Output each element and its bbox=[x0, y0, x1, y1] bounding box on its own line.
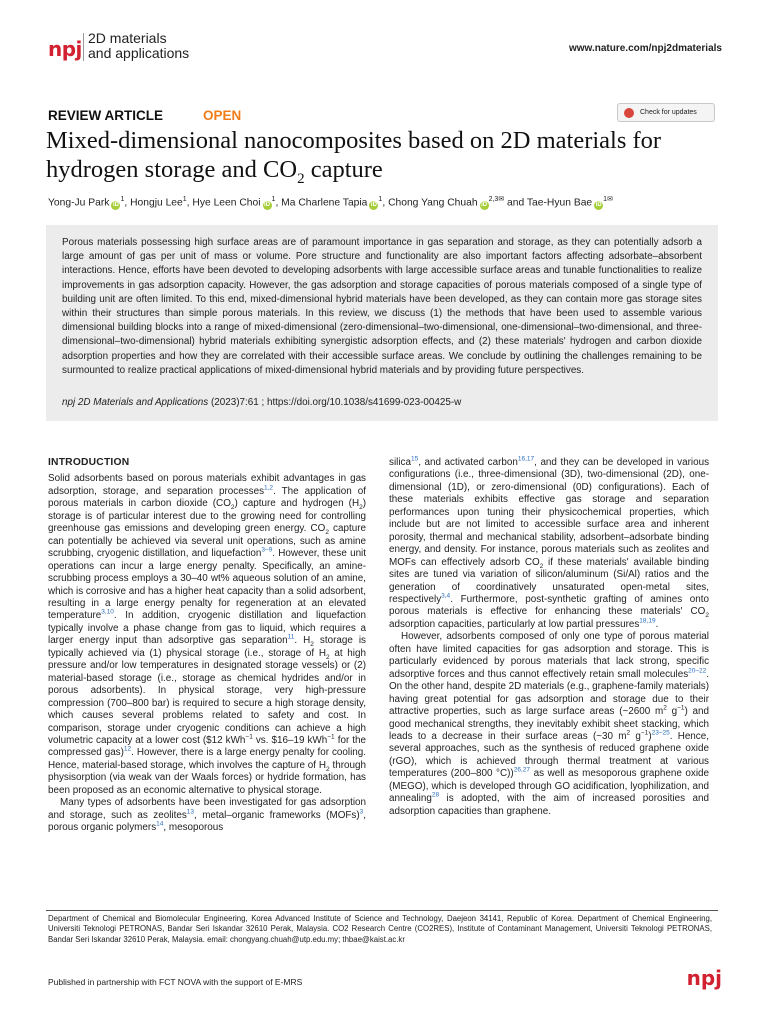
envelope-icon[interactable]: ✉ bbox=[607, 196, 613, 203]
orcid-icon[interactable]: iD bbox=[595, 202, 602, 209]
section-heading: INTRODUCTION bbox=[48, 457, 130, 468]
logo-divider bbox=[83, 33, 84, 61]
orcid-icon[interactable]: iD bbox=[112, 202, 119, 209]
open-access-badge: OPEN bbox=[203, 108, 242, 123]
article-type: REVIEW ARTICLE bbox=[48, 108, 164, 123]
citation-line: npj 2D Materials and Applications (2023)7:61 ; https://doi.org/10.1038/s41699-023-00425-w bbox=[62, 397, 462, 408]
npj-logo: npj bbox=[48, 37, 82, 61]
orcid-icon[interactable]: iD bbox=[264, 202, 271, 209]
orcid-icon[interactable]: iD bbox=[481, 202, 488, 209]
orcid-icon[interactable]: iD bbox=[370, 202, 377, 209]
abstract-text: Porous materials possessing high surface areas are of paramount importance in gas separation and storage, as they can potentially adsorb a large amount of gas per unit of mass or volume. Pore structure and functionality are also important factors affecting adsorbate–absorbent interactions. Hence, efforts have been devoted to developing adsorbents with large accessible surface areas and tunable functionalities to realize improvements in gas adsorption capacity. However, the gas adsorption and storage capacities of porous materials composed of a single type of building unit are often limited. To this end, mixed-dimensional hybrid materials have been developed, as they can contain more gas storage sites within their structures than simple porous materials. In this review, we discuss (1) the methods that have been used to assemble various dimensional building blocks into a range of mixed-dimensional (zero-dimensional–two-dimensional, one-dimensional–two-dimensional, and three-dimensional–two-dimensional) hybrid materials exhibiting synergistic adsorption effects, and (2) these materials' hydrogen and carbon dioxide adsorption properties and how they are correlated with their accessible surface areas. We conclude by outlining the challenges remaining to be surmounted to realize practical applications of mixed-dimensional hybrid materials and by providing future perspectives. bbox=[62, 237, 702, 376]
footer-text: Published in partnership with FCT NOVA with the support of E-MRS bbox=[48, 977, 303, 987]
journal-name bbox=[88, 31, 189, 61]
author-name[interactable]: Hye Leen Choi bbox=[192, 197, 261, 209]
author-name[interactable]: Tae-Hyun Bae bbox=[526, 197, 593, 209]
article-title: Mixed-dimensional nanocomposites based on 2D materials for hydrogen storage and $CO_2$ capture bbox=[46, 127, 662, 187]
check-for-updates-button[interactable] bbox=[617, 103, 715, 122]
journal-name-line1: 2D materials bbox=[88, 30, 167, 46]
author-list: Yong-Ju Park $iD^1$, Hongju Lee$^1$, Hye Leen Choi $iD^1$, Ma Charlene Tapia $iD^1$, Chong Yang Chuah $iD^{2,3✉}$ and Tae-Hyun Bae $iD^{1✉}$ bbox=[48, 196, 613, 209]
affiliations: Department of Chemical and Biomolecular Engineering, Korea Advanced Institute of Science and Technology, Daejeon 34141, Republic of Korea. Department of Chemical Engineering, Universiti Teknologi PETRONAS, Bandar Seri Iskandar 32610 Perak, Malaysia. CO2 Research Centre (CO2RES), Institute of Contaminant Management, Universiti Teknologi PETRONAS, Bandar Seri Iskandar 32610 Perak, Malaysia. email: chongyang.chuah@utp.edu.my; thbae@kaist.ac.kr bbox=[48, 914, 712, 944]
author-name[interactable]: Yong-Ju Park bbox=[48, 197, 110, 209]
body-column-left: INTRODUCTION Solid adsorbents based on porous materials exhibit advantages in gas adsorption, storage, and separation processes$^{1,2}$. The application of porous materials in carbon dioxide $(CO_2)$ capture and hydrogen $(H_2)$ storage is of particular interest due to the growing need for controlling greenhouse gas emissions and developing green energy. $CO_2$ capture can potentially be achieved via several unit operations, such as amine scrubbing, cryogenic distillation, and liquefaction$^{3-9}$. However, these unit operations can incur a large energy penalty. Specifically, an amine-scrubbing process employs a 30–40 wt% aqueous solution of an amine, which is corrosive and has a higher heat capacity than a solid adsorbent, resulting in a large energy penalty for regeneration at an elevated temperature$^{3,10}$. In addition, cryogenic distillation and liquefaction typically involve a phase change from gas to liquid, which requires a larger energy input than adsorptive gas separation$^{11}$. $H_2$ storage is typically achieved via (1) physical storage (i.e., storage of $H_2$ at high pressure and/or low temperatures in designated storage vessels) or (2) material-based storage (i.e., storage as chemical hydrides and/or in porous adsorbents). In physical storage, very high-pressure compression (700–800 bar) is required to secure a high storage density, which causes several problems related to safety and cost. In comparison, storage under cryogenic conditions can achieve a high volumetric capacity at a lower cost ($12 kWh$^{-1}$ vs. $16–19 kWh$^{-1}$ for the compressed gas)$^{12}$. However, there is a large energy penalty for cooling. Hence, material-based storage, which involves the capture of $H_2$ through physisorption (via weak van der Waals forces) or hydride formation, has been proposed as an economic alternative to physical storage. Many types of adsorbents have been investigated for gas adsorption and storage, such as zeolites$^{13}$, metal–organic frameworks (MOFs)$^3$, porous organic polymers$^{14}$, mesoporous bbox=[48, 457, 367, 834]
email-addresses[interactable]: email: chongyang.chuah@utp.edu.my; thbae@kaist.ac.kr bbox=[207, 934, 405, 944]
envelope-icon[interactable]: ✉ bbox=[498, 196, 505, 203]
check-for-updates-label: Check for updates bbox=[640, 109, 697, 116]
journal-url[interactable]: www.nature.com/npj2dmaterials bbox=[568, 43, 722, 54]
doi-link[interactable]: ; https://doi.org/10.1038/s41699-023-00425-w bbox=[258, 397, 462, 408]
author-name[interactable]: Hongju Lee bbox=[130, 197, 183, 209]
author-name[interactable]: Ma Charlene Tapia bbox=[281, 197, 368, 209]
footer-npj-logo: npj bbox=[686, 966, 722, 990]
author-name[interactable]: Chong Yang Chuah bbox=[388, 197, 478, 209]
updates-icon bbox=[624, 108, 634, 118]
journal-name-line2: and applications bbox=[88, 45, 190, 61]
body-column-right: silica$^{15}$, and activated carbon$^{16,17}$, and they can be developed in various configurations (i.e., three-dimensional (3D), two-dimensional (2D), one-dimensional (1D), or zero-dimensional (0D) configurations). Each of these materials exhibits effective gas storage and separation performances upon tuning their physicochemical properties, which include but are not limited to accessible surface area and inherent porosity, thermal and mechanical stability, adsorbent–adsorbate binding energy, and density. For instance, porous materials such as zeolites and MOFs can effectively adsorb $CO_2$ if these materials' available binding sites are tuned via variation of silicon/aluminum (Si/Al) ratios and the generation of coordinatively unsaturated open-metal sites, respectively$^{3,4}$. Furthermore, post-synthetic grafting of amines onto porous materials is effective for enhancing these materials' $CO_2$ adsorption capacities, particularly at low partial pressures$^{18,19}$. However, adsorbents composed of only one type of porous material often have limited capacities for gas adsorption and storage. This is particularly evidenced by porous materials that lack strong, specific adsorptive forces and thus cannot effectively retain small molecules$^{20-22}$. On the other hand, despite 2D materials (e.g., graphene-family materials) having great potential for gas adsorption and storage due to their attractive properties, such as large surface areas (~2600 $m^2$ $g^{-1}$) and good mechanical strengths, they inevitably exhibit sheet stacking, which leads to a decrease in their surface areas (~30 $m^2$ $g^{-1})^{23-25}$. Hence, several approaches, such as the synthesis of reduced graphene oxide (rGO), which is achieved through thermal treatment at various temperatures (200–800 °C))$^{26,27}$ as well as mesoporous graphene oxide (MEGO), which is developed through GO acidification, lyophilization, and annealing$^{28}$ is adopted, with the aim of increased porosities and adsorption capacities than graphene. bbox=[389, 455, 710, 817]
footnote-divider bbox=[46, 910, 718, 911]
